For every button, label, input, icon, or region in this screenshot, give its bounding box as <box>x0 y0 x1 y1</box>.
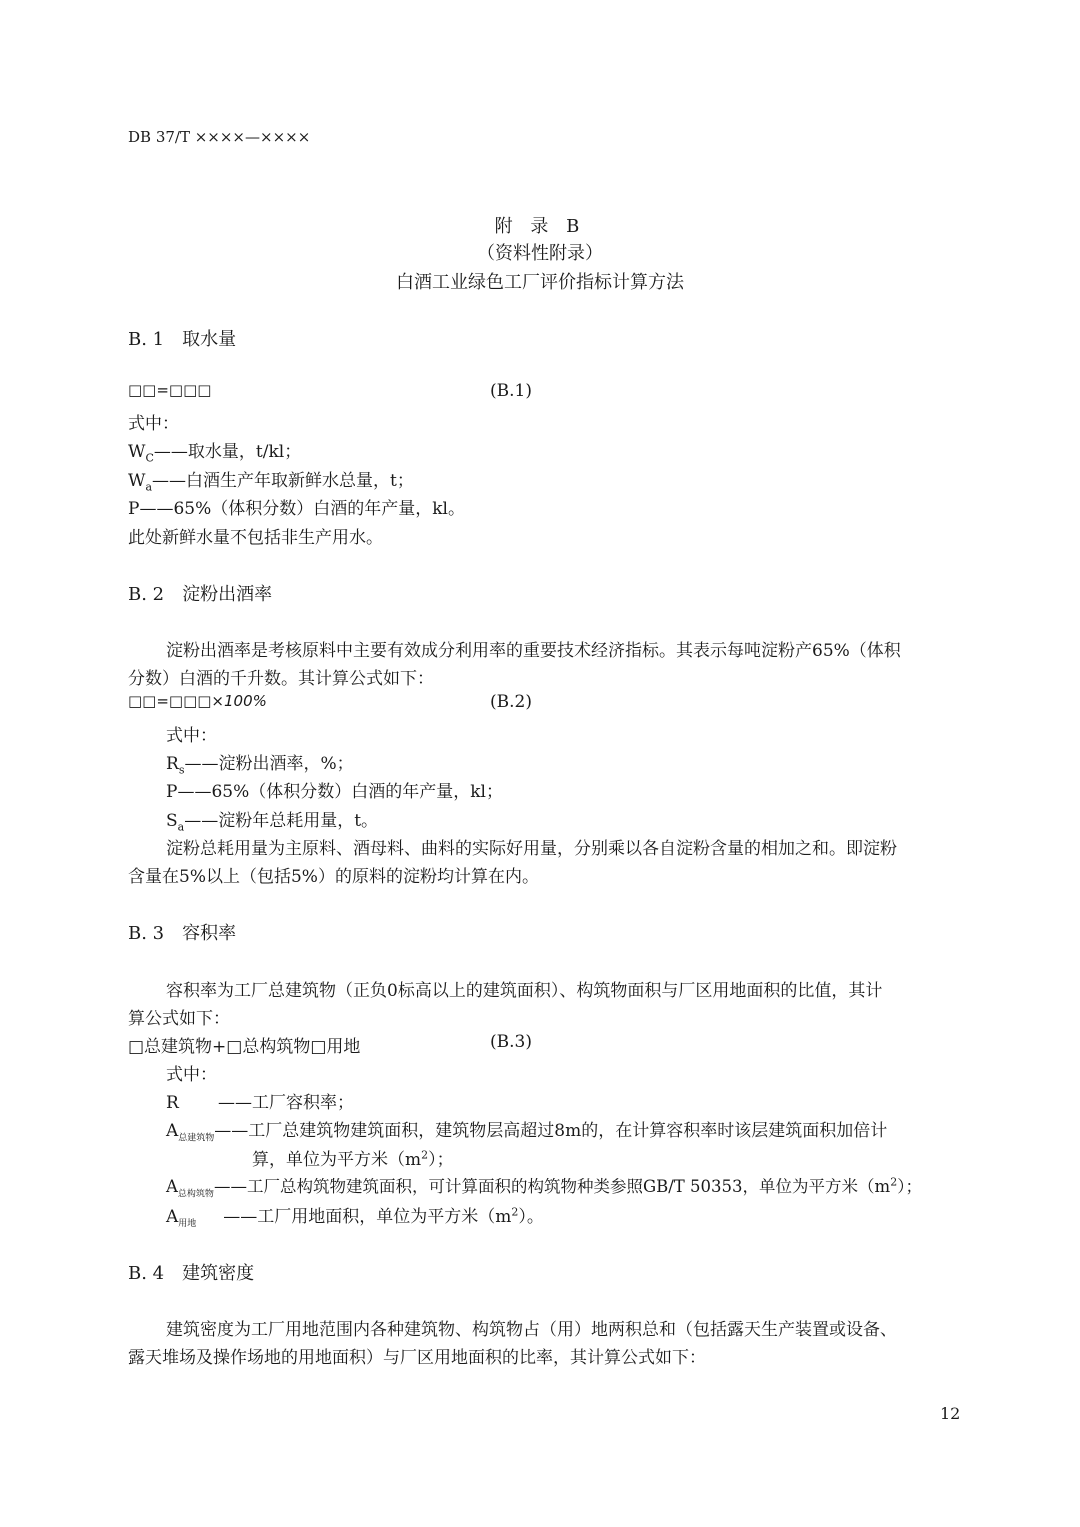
where-label-b3: 式中： <box>166 1065 217 1085</box>
document-code: DB 37/T ××××—×××× <box>128 128 311 146</box>
symbol-a-building: A <box>166 1121 179 1141</box>
page-number: 12 <box>940 1404 961 1423</box>
symbol-wa: W <box>128 471 146 491</box>
section-heading-b3: B. 3 容积率 <box>128 923 237 944</box>
symbol-wc: W <box>128 442 146 462</box>
note-b2-line2: 含量在5%以上（包括5%）的原料的淀粉均计算在内。 <box>128 867 539 887</box>
note-b1: 此处新鲜水量不包括非生产用水。 <box>128 528 383 548</box>
section-heading-b1: B. 1 取水量 <box>128 329 237 350</box>
symbol-a-structure: A <box>166 1177 178 1196</box>
appendix-subject: 白酒工业绿色工厂评价指标计算方法 <box>396 272 684 293</box>
definition-p-b1: P——65%（体积分数）白酒的年产量，kl。 <box>128 499 465 519</box>
symbol-rs: R <box>166 754 179 774</box>
symbol-r: R <box>166 1093 179 1113</box>
section-heading-b2: B. 2 淀粉出酒率 <box>128 584 273 605</box>
where-label-b2: 式中： <box>166 726 217 746</box>
equation-number-b3: (B.3) <box>490 1032 532 1052</box>
paragraph-b3-line1: 容积率为工厂总建筑物（正负0标高以上的建筑面积）、构筑物面积与厂区用地面积的比值，其计 <box>166 981 883 1001</box>
paragraph-b3-line2: 算公式如下： <box>128 1009 230 1029</box>
section-heading-b4: B. 4 建筑密度 <box>128 1263 255 1284</box>
symbol-sa: S <box>166 811 178 831</box>
paragraph-b2-line2: 分数）白酒的千升数。其计算公式如下： <box>128 669 434 689</box>
paragraph-b2-line1: 淀粉出酒率是考核原料中主要有效成分利用率的重要技术经济指标。其表示每吨淀粉产65%（体积 <box>166 641 901 661</box>
definition-p-b2: P——65%（体积分数）白酒的年产量，kl； <box>166 782 503 802</box>
definition-a-land: $A_{用地}$ ——工厂用地面积，单位为平方米$(m^2)$。 <box>166 1205 544 1230</box>
definition-wc: $W_C——$取水量，t/kl； <box>128 442 302 465</box>
definition-a-building: $A_{总建筑物}——$工厂总建筑物建筑面积，建筑物层高超过8m的，在计算容积率时该层建筑面积加倍计 <box>166 1121 888 1144</box>
formula-b2: □□=□□□×100% <box>128 692 267 710</box>
definition-rs: $R_s——$淀粉出酒率，%； <box>166 754 354 777</box>
definition-sa: $S_a——$淀粉年总耗用量，t。 <box>166 811 379 834</box>
paragraph-b4-line2: 露天堆场及操作场地的用地面积）与厂区用地面积的比率，其计算公式如下： <box>128 1348 706 1368</box>
appendix-type: （资料性附录） <box>477 243 603 264</box>
paragraph-b4-line1: 建筑密度为工厂用地范围内各种建筑物、构筑物占（用）地两积总和（包括露天生产装置或设备、 <box>166 1320 897 1340</box>
note-b2-line1: 淀粉总耗用量为主原料、酒母料、曲料的实际好用量，分别乘以各自淀粉含量的相加之和。即淀粉 <box>166 839 897 859</box>
definition-a-structure: $A_{总构筑物}——$工厂总构筑物建筑面积，可计算面积的构筑物种类参照GB/T 50353，单位为平方米$(m^2)$； <box>166 1175 922 1200</box>
definition-a-building-cont: 算，单位为平方米$(m^2)$； <box>252 1148 454 1170</box>
formula-b1: □□=□□□ <box>128 381 212 399</box>
appendix-title: 附 录 B <box>494 216 586 237</box>
definition-r: R ——工厂容积率； <box>166 1093 354 1113</box>
equation-number-b1: (B.1) <box>490 381 532 401</box>
definition-wa: $W_a——$白酒生产年取新鲜水总量，t； <box>128 471 414 494</box>
where-label-b1: 式中： <box>128 414 179 434</box>
equation-number-b2: (B.2) <box>490 692 532 712</box>
formula-b3: □总建筑物+□总构筑物□用地 <box>128 1037 361 1057</box>
symbol-a-land: A <box>166 1207 179 1227</box>
